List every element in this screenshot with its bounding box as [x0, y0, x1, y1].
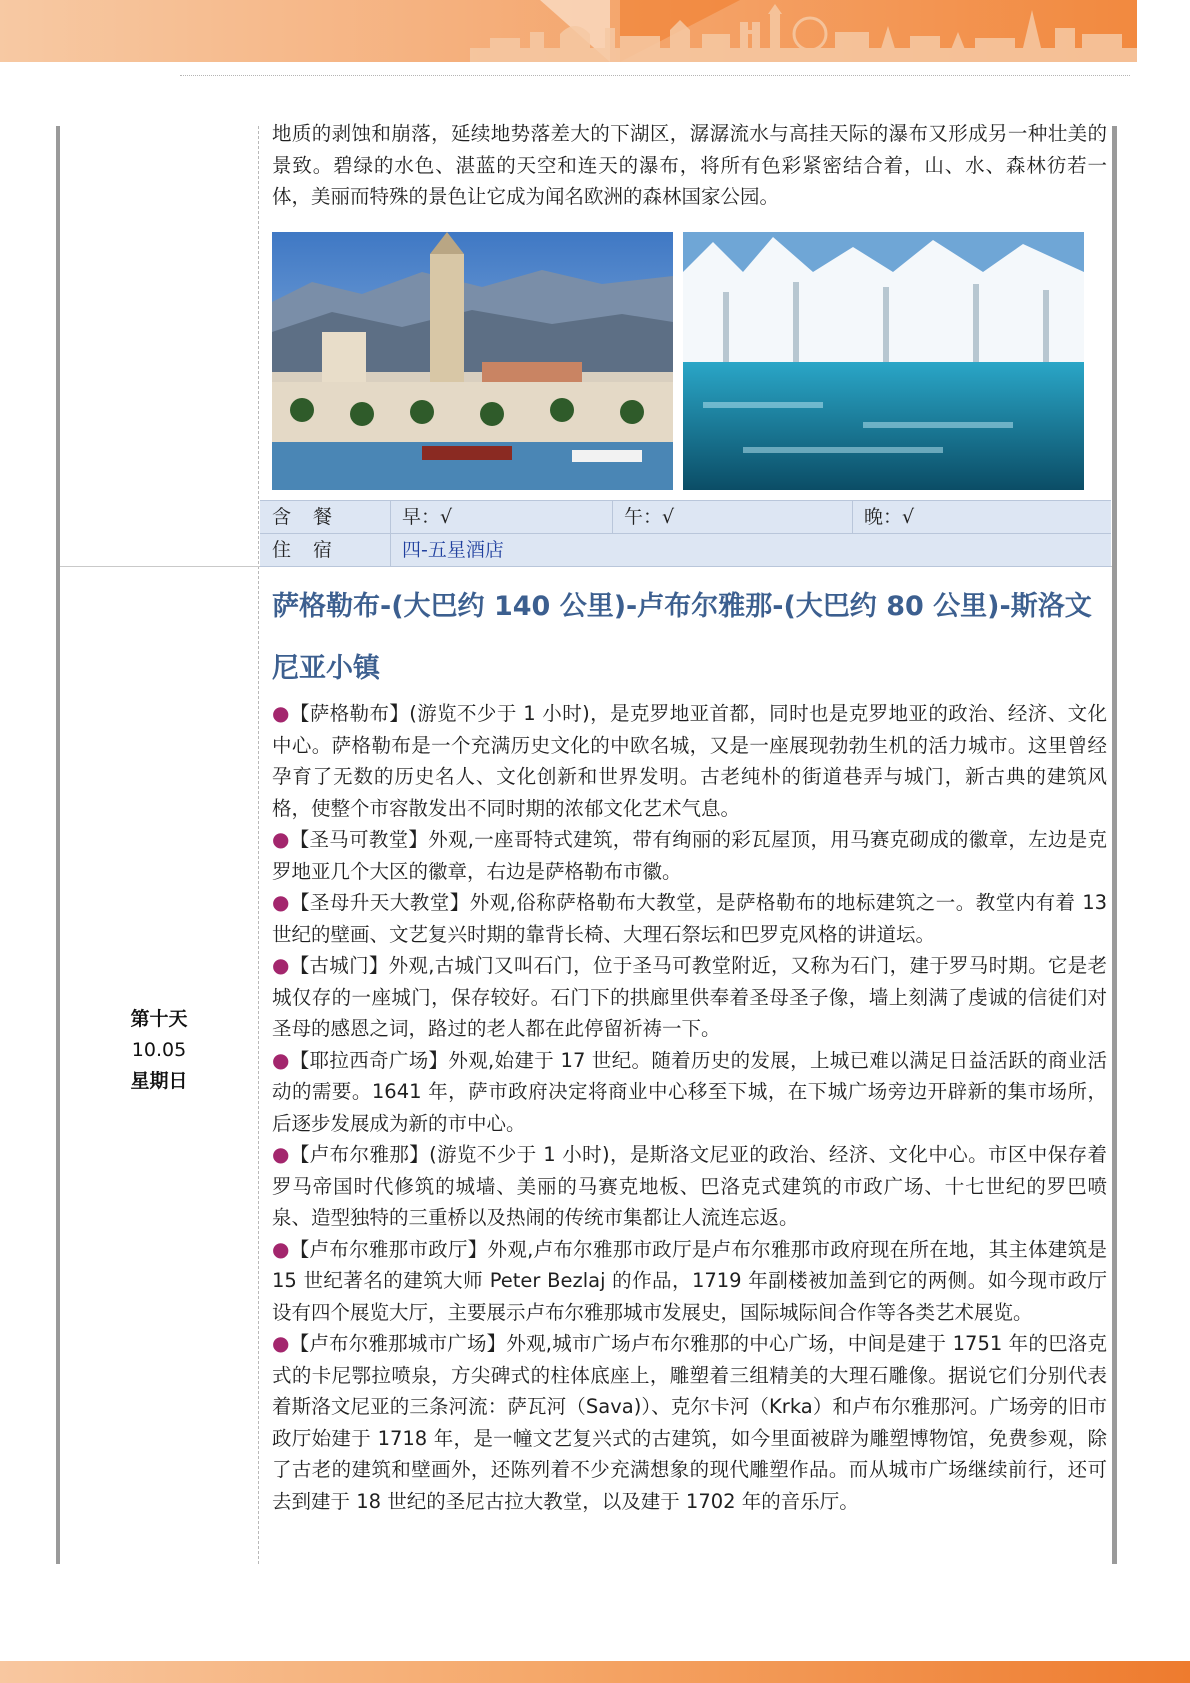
bullet-icon: ●: [272, 890, 290, 914]
item-text: 【卢布尔雅那】(游览不少于 1 小时)，是斯洛文尼亚的政治、经济、文化中心。市区中保存着罗马帝国时代修筑的城墙、美丽的马赛克地板、巴洛克式建筑的市政广场、十七世纪的罗巴喷泉、造型独特的三重桥以及热闹的传统市集都让人流连忘返。: [272, 1143, 1107, 1229]
split-old-town-photo: [272, 232, 673, 490]
item-text: 【圣马可教堂】外观,一座哥特式建筑，带有绚丽的彩瓦屋顶，用马赛克砌成的徽章，左边是克罗地亚几个大区的徽章，右边是萨格勒布市徽。: [272, 828, 1107, 883]
hotel-label: 住宿: [272, 539, 355, 561]
city-skyline-icon: [470, 4, 1137, 62]
meals-hotel-table: [260, 500, 1111, 567]
day-label: [60, 1004, 258, 1097]
meals-label: 含餐: [272, 506, 355, 528]
hotel-value: 四-五星酒店: [402, 539, 504, 561]
cell-separator: [612, 501, 613, 533]
day-route-title: 萨格勒布-(大巴约 140 公里)-卢布尔雅那-(大巴约 80 公里)-斯洛文尼亚小镇: [272, 591, 1092, 684]
item-text: 【卢布尔雅那城市广场】外观,城市广场卢布尔雅那的中心广场，中间是建于 1751 年的巴洛克式的卡尼鄂拉喷泉，方尖碑式的柱体底座上，雕塑着三组精美的大理石雕像。据说它们分别代表着斯洛文尼亚的三条河流：萨瓦河（Sava)）、克尔卡河（Krka）和卢布尔雅那河。广场旁的旧市政厅始建于 1718 年，是一幢文艺复兴式的古建筑，如今里面被辟为雕塑博物馆，免费参观，除了古老的建筑和壁画外，还陈列着不少充满想象的现代雕塑作品。而从城市广场继续前行，还可去到建于 18 世纪的圣尼古拉大教堂，以及建于 1702 年的音乐厅。: [272, 1332, 1107, 1513]
bullet-icon: ●: [272, 1047, 290, 1072]
column-divider: [258, 126, 259, 1564]
day-weekday: 星期日: [130, 1070, 188, 1092]
bullet-icon: ●: [272, 1236, 290, 1261]
item-text: 【圣母升天大教堂】外观,俗称萨格勒布大教堂，是萨格勒布的地标建筑之一。教堂内有着 13 世纪的壁画、文艺复兴时期的靠背长椅、大理石祭坛和巴罗克风格的讲道坛。: [272, 891, 1108, 946]
list-item: [272, 698, 1107, 824]
day-date: 10.05: [131, 1039, 187, 1061]
bullet-icon: ●: [272, 1331, 290, 1355]
itinerary-list: [272, 698, 1107, 1517]
list-item: [272, 887, 1107, 950]
list-item: [272, 824, 1107, 887]
bullet-icon: ●: [272, 827, 290, 851]
dinner-value: 晚：√: [864, 506, 915, 528]
item-text: 【萨格勒布】(游览不少于 1 小时)，是克罗地亚首都，同时也是克罗地亚的政治、经济、文化中心。萨格勒布是一个充满历史文化的中欧名城，又是一座展现勃勃生机的活力城市。这里曾经孕育了无数的历史名人、文化创新和世界发明。古老纯朴的街道巷弄与城门，新古典的建筑风格，使整个市容散发出不同时期的浓郁文化艺术气息。: [272, 702, 1107, 820]
header-banner: [0, 0, 1137, 62]
list-item: [272, 1328, 1107, 1517]
intro-paragraph: 地质的剥蚀和崩落，延续地势落差大的下湖区，潺潺流水与高挂天际的瀑布又形成另一种壮美的景致。碧绿的水色、湛蓝的天空和连天的瀑布，将所有色彩紧密结合着，山、水、森林彷若一体，美丽而特殊的景色让它成为闻名欧洲的森林国家公园。: [272, 122, 1107, 208]
meals-row: [260, 500, 1111, 534]
list-item: [272, 1139, 1107, 1234]
item-text: 【古城门】外观,古城门又叫石门，位于圣马可教堂附近，又称为石门，建于罗马时期。它是老城仅存的一座城门，保存较好。石门下的拱廊里供奉着圣母圣子像，墙上刻满了虔诚的信徒们对圣母的感恩之词，路过的老人都在此停留祈祷一下。: [272, 954, 1107, 1040]
breakfast-value: 早：√: [402, 506, 453, 528]
list-item: [272, 1045, 1107, 1140]
lunch-value: 午：√: [624, 506, 675, 528]
list-item: [272, 950, 1107, 1045]
item-text: 【卢布尔雅那市政厅】外观,卢布尔雅那市政厅是卢布尔雅那市政府现在所在地，其主体建筑是 15 世纪著名的建筑大师 Peter Bezlaj 的作品，1719 年副楼被加盖到它的两侧。如今现市政厅设有四个展览大厅，主要展示卢布尔雅那城市发展史，国际城际间合作等各类艺术展览。: [272, 1237, 1107, 1324]
table-left-border: [56, 126, 60, 1564]
item-text: 【耶拉西奇广场】外观,始建于 17 世纪。随着历史的发展，上城已难以满足日益活跃的商业活动的需要。1641 年，萨市政府决定将商业中心移至下城，在下城广场旁边开辟新的集市场所，后逐步发展成为新的市中心。: [272, 1048, 1107, 1135]
split-town-image: [272, 232, 673, 490]
header-dotted-rule: [180, 75, 1130, 76]
bullet-icon: ●: [272, 1142, 290, 1166]
plitvice-lake-image: [683, 232, 1084, 490]
bullet-icon: ●: [272, 953, 290, 977]
cell-separator: [852, 501, 853, 533]
cell-separator: [390, 501, 391, 533]
bullet-icon: ●: [272, 701, 290, 725]
plitvice-waterfall-photo: [683, 232, 1084, 490]
hotel-row: [260, 534, 1111, 567]
footer-banner: [0, 1661, 1190, 1683]
day-number: 第十天: [130, 1008, 188, 1030]
table-right-border: [1112, 126, 1117, 1564]
cell-separator: [390, 534, 391, 566]
list-item: [272, 1234, 1107, 1329]
